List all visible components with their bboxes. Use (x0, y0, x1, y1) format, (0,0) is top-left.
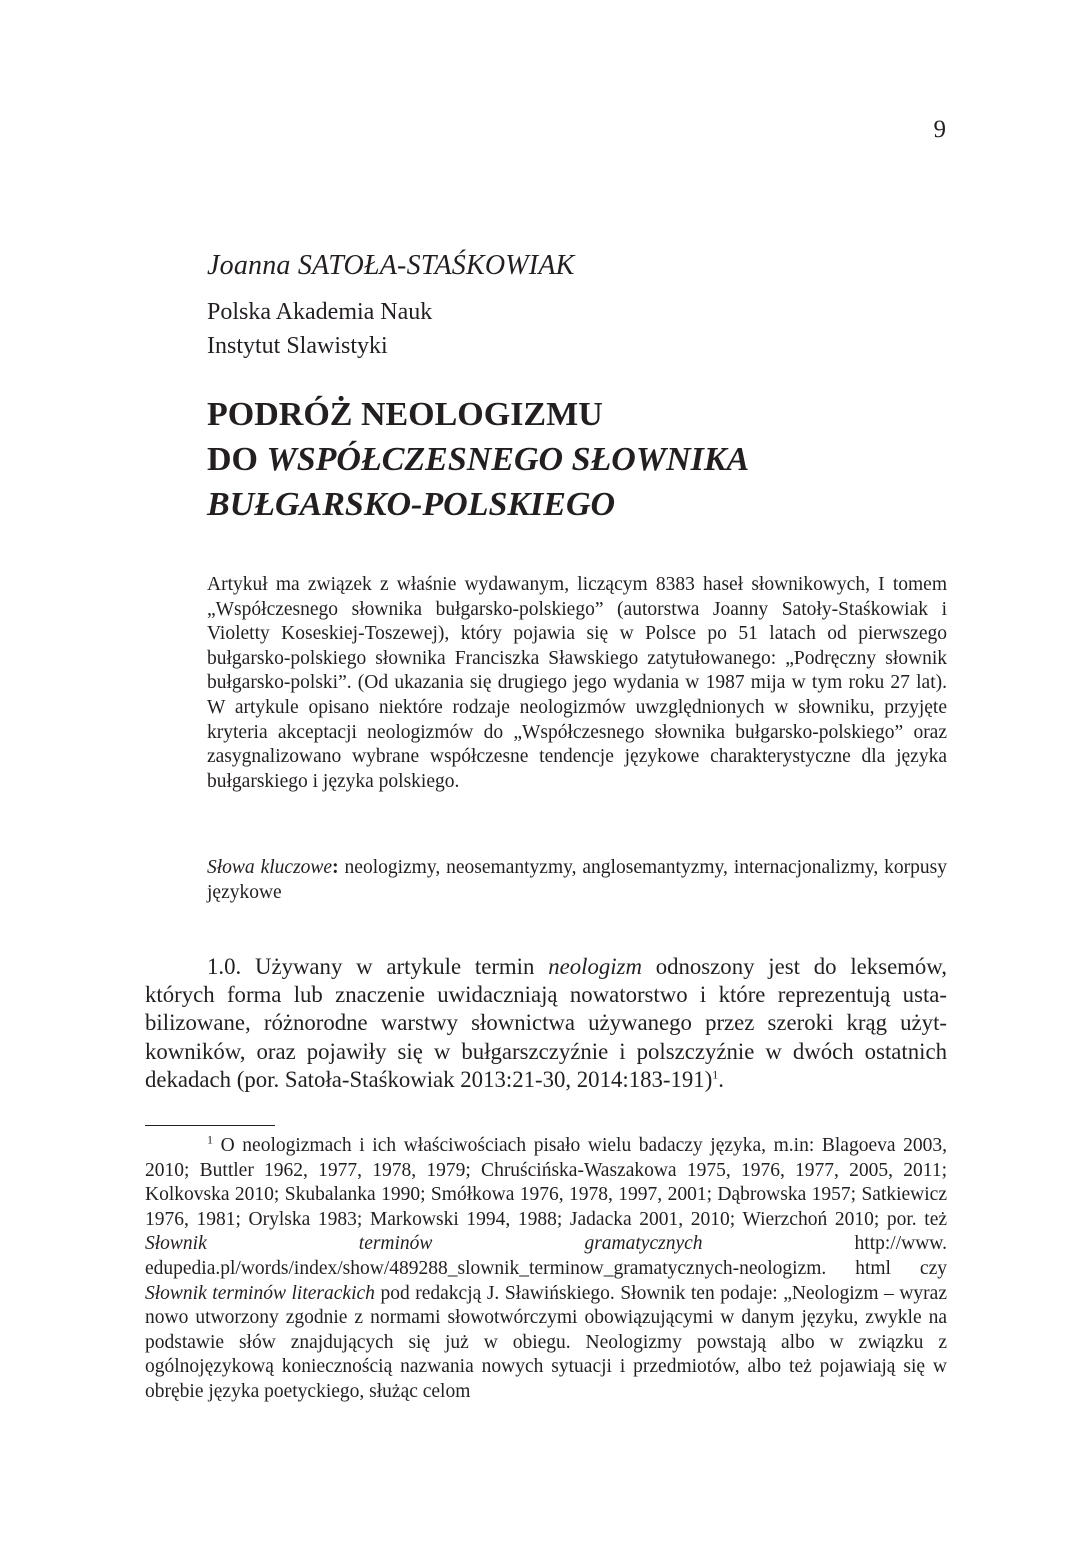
keywords-label: Słowa kluczowe (207, 857, 333, 878)
footnote-italic-1: Słownik terminów gramatycznych (145, 1233, 703, 1255)
title-line-2 (207, 437, 947, 482)
footnote-part-2: http://www. edupedia.pl/words/index/show/489288_slownik_terminow_gramatycznych-neologizm. html czy (145, 1233, 947, 1279)
author-first-name: Joanna (207, 250, 298, 281)
title-line-2-prefix: DO (207, 441, 267, 478)
footnote (145, 1134, 947, 1405)
author-last-name: SATOŁA-STAŚKOWIAK (297, 250, 575, 281)
affiliation-line-2: Instytut Slawistyki (207, 333, 388, 359)
affiliation-line-1: Polska Akademia Nauk (207, 299, 433, 325)
keywords-colon: : (332, 857, 339, 878)
footnote-part-1: O neologizmach i ich właściwościach pisało wielu badaczy języka, m.in: Blagoeva 2003, 2010; Buttler 1962, 1977, 1978, 1979; Chruścińska-Waszakowa 1975, 1976, 1977, 2005, 2011; Kolkovska 2010; Skubalanka 1990; Smółkowa 1976, 1978, 1997, 2001; Dąbrowska 1957; Satkiewicz 1976, 1981; Orylska 1983; Markowski 1994, 1988; Jadacka 2001, 2010; Wierzchoń 2010; por. też (145, 1135, 947, 1230)
footnote-divider (145, 1125, 275, 1126)
title-line-3 (207, 482, 947, 527)
title-line-2-italic: WSPÓŁCZESNEGO SŁOWNIKA (266, 441, 750, 478)
title-line-3-italic: BUŁGARSKO-POLSKIEGO (207, 486, 616, 523)
article-title (207, 392, 947, 527)
footnote-italic-2: Słownik terminów literackich (145, 1282, 375, 1304)
author-name (207, 250, 575, 282)
body-paragraph-rest: odnoszony jest do leksemów, których forma lub znaczenie uwidaczniają nowatorstwo i które reprezentują ustabilizowane, różnorodne warstwy słownictwa używanego przez szeroki krąg użytkowników, oraz pojawiły się w bułgarszczyźnie i polszczyźnie w dwóch ostatnich dekadach (por. Satoła-Staśkowiak 2013:21-30, 2014:183-191) (145, 954, 947, 1092)
keywords-text: neologizmy, neosemantyzmy, anglosemantyzmy, internacjonalizmy, korpusy językowe (207, 857, 947, 903)
footnote-reference[interactable]: 1 (712, 1067, 719, 1082)
body-paragraph-start: 1.0. Używany w artykule termin (207, 954, 549, 979)
footnote-part-3: pod redakcją J. Sławińskiego. Słownik ten podaje: „Neologizm – wyraz nowo utworzony zgodnie z normami słowotwórczymi obowiązującymi w danym języku, zwykle na podstawie słów znajdujących się już w obiegu. Neologizmy powstają albo w związku z ogólnojęzykową koniecznością nazwania nowych sytuacji i przedmiotów, albo też pojawiają się w obrębie języka poetyckiego, służąc celom (145, 1282, 947, 1402)
body-paragraph-end: . (718, 1066, 724, 1092)
abstract: Artykuł ma związek z właśnie wydawanym, liczącym 8383 haseł słownikowych, I tomem „Współczesnego słownika bułgarsko-polskiego” (autorstwa Joanny Satoły-Staśkowiak i Violetty Koseskiej-Toszewej), który pojawia się w Polsce po 51 latach od pierwszego bułgarsko-polskiego słownika Franciszka Sławskiego zatytułowanego: „Podręczny słownik bułgarsko-polski”. (Od ukazania się drugiego jego wydania w 1987 mija w tym roku 27 lat). W artykule opisano niektóre rodzaje neologizmów uwzględnionych w słowniku, przyjęte kryteria akceptacji neologizmów do „Współczesnego słownika bułgarsko-polskiego” oraz zasygnalizowano wybrane współczesne tendencje językowe charakterystyczne dla języka bułgarskiego i języka polskiego. (207, 574, 947, 792)
page-number: 9 (933, 116, 946, 143)
body-paragraph (145, 953, 947, 1094)
keywords (207, 856, 947, 905)
title-line-1: PODRÓŻ NEOLOGIZMU (207, 396, 603, 433)
footnote-marker: 1 (207, 1132, 213, 1147)
body-term: neologizm (548, 954, 642, 979)
